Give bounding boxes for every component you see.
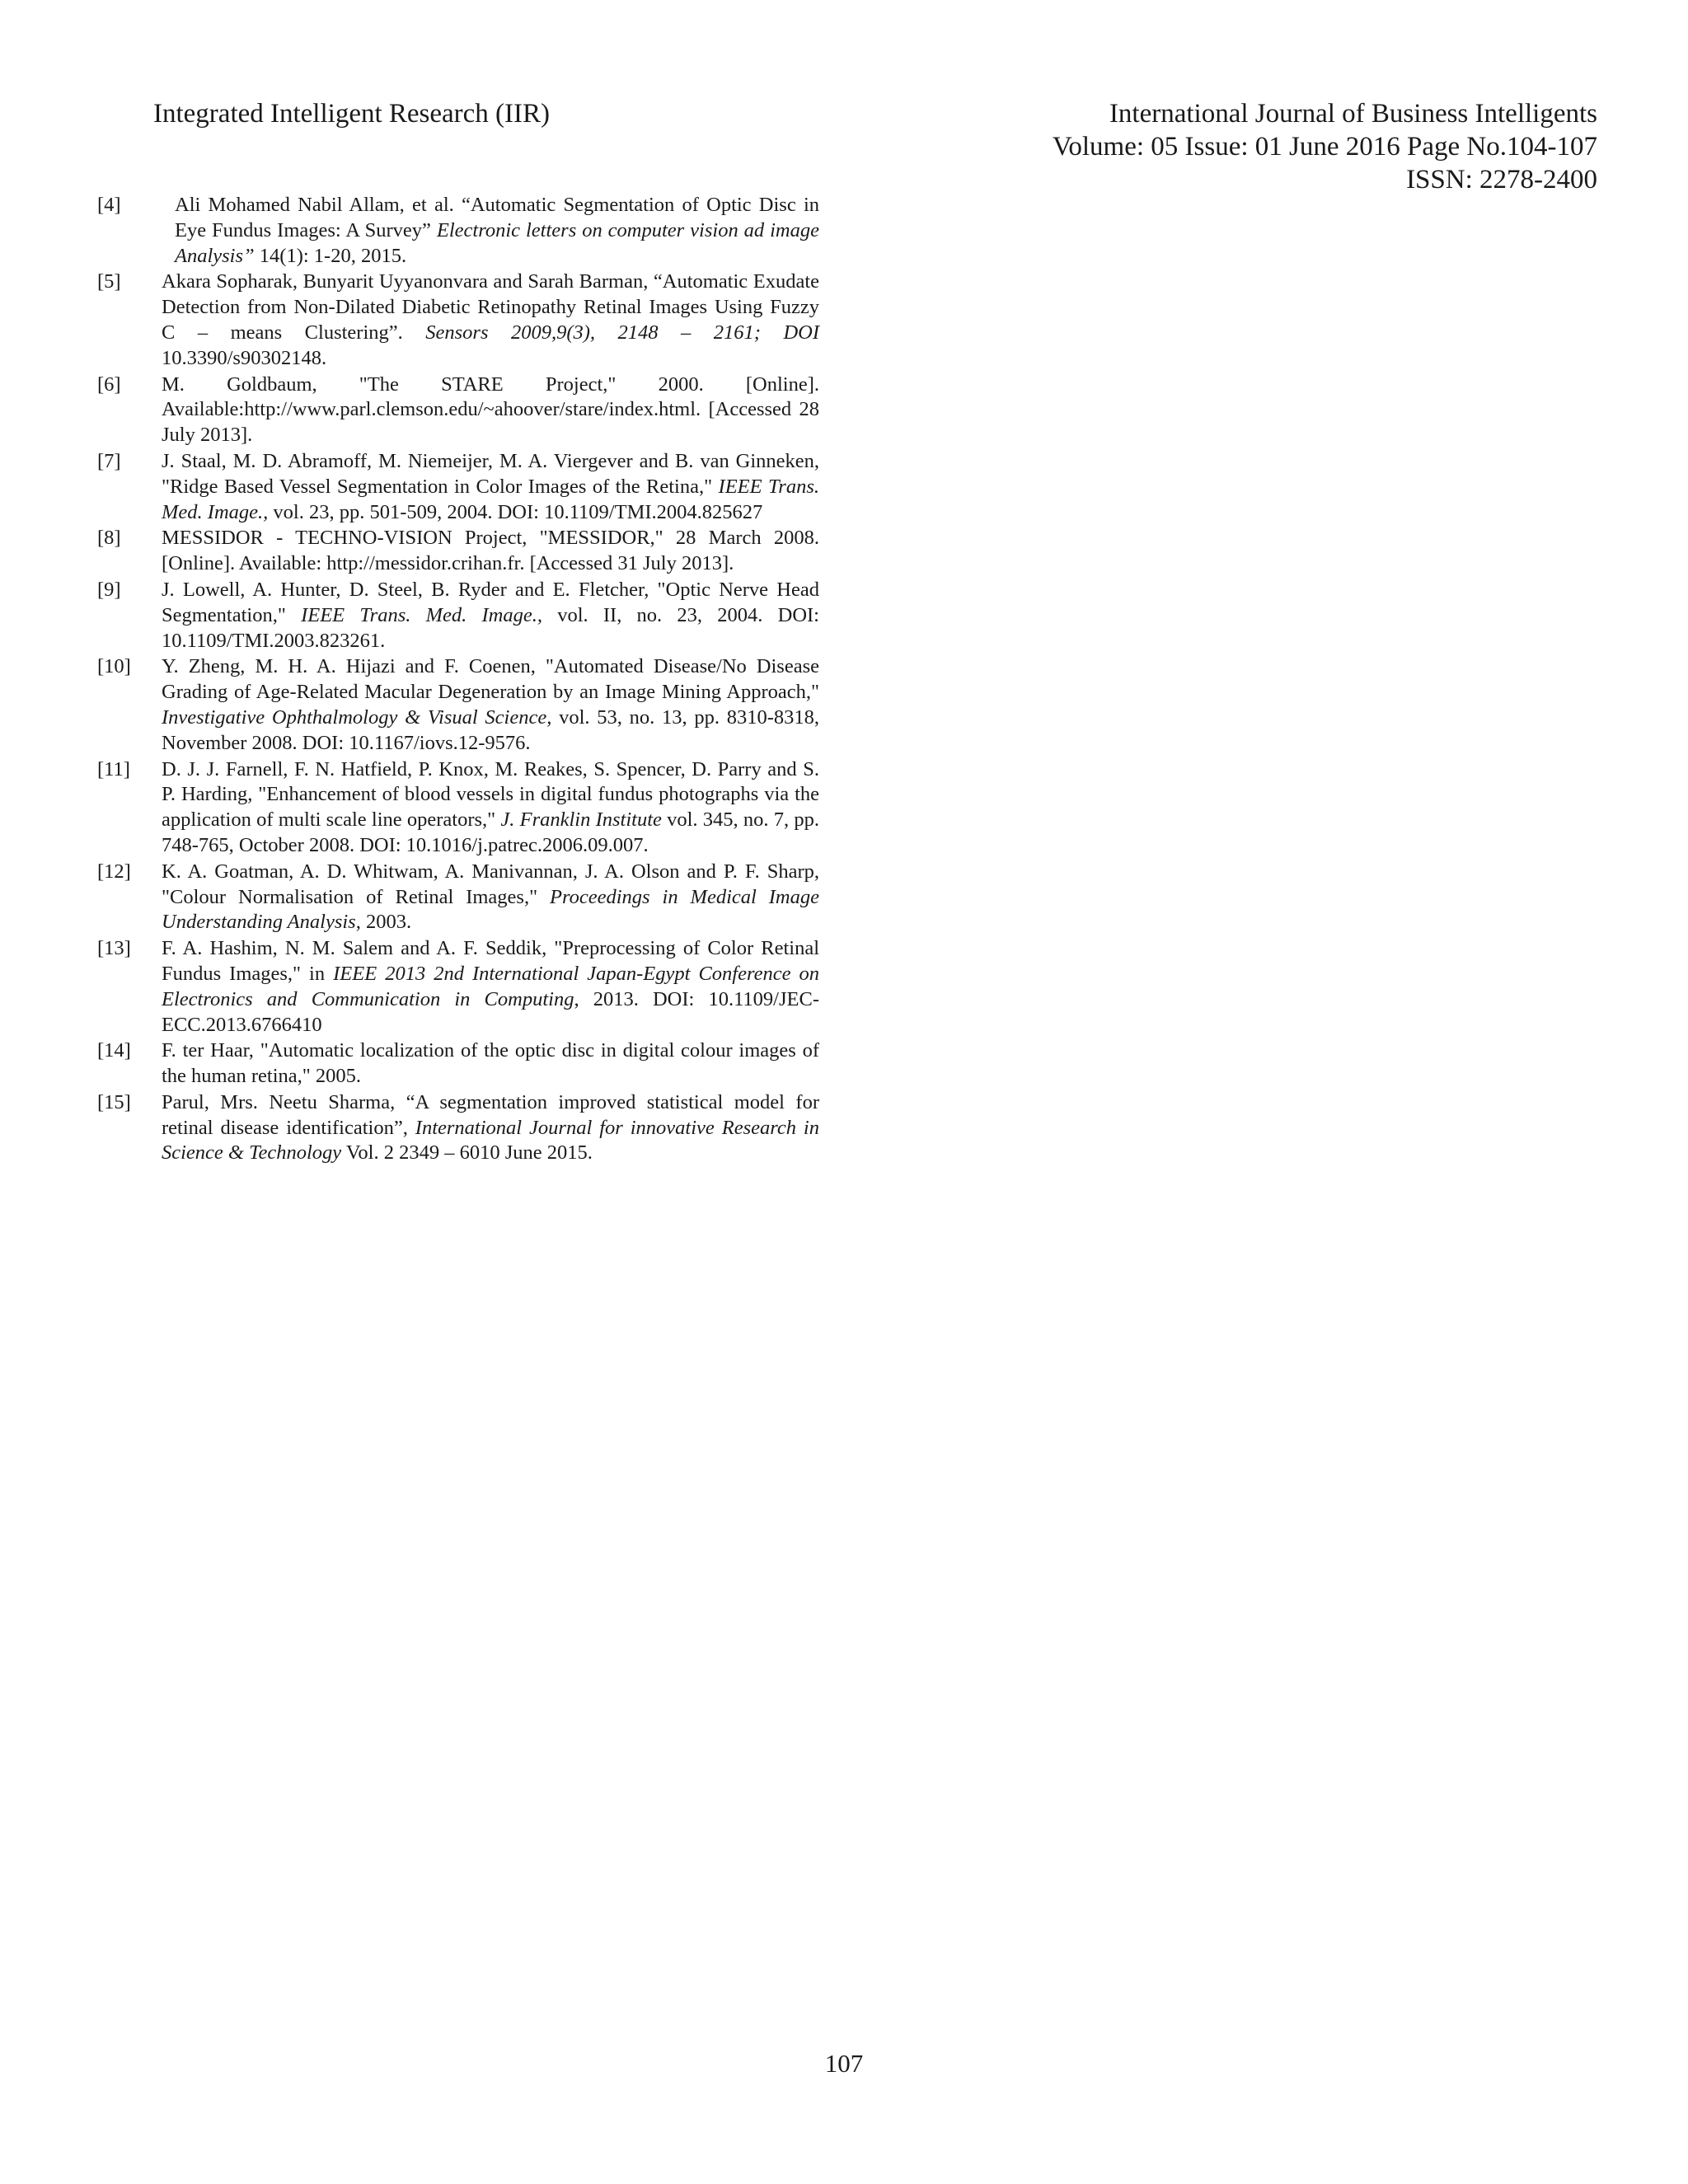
reference-text <box>162 193 819 269</box>
reference-text <box>162 449 819 525</box>
reference-number: [9] <box>97 578 121 601</box>
reference-text <box>162 269 819 371</box>
reference-segment: F. ter Haar, "Automatic localization of the optic disc in digital colour images of the human retina," 2005. <box>162 1039 819 1088</box>
reference-segment: vol. 23, pp. 501-509, 2004. DOI: 10.1109/TMI.2004.825627 <box>268 500 763 523</box>
reference-number: [12] <box>97 860 131 883</box>
volume-issue-pages: Volume: 05 Issue: 01 June 2016 Page No.104-107 <box>1052 132 1597 162</box>
reference-source-italic: Electronic letters on computer vision ad image Analysis” <box>175 218 819 267</box>
reference-segment: 2003. <box>360 911 412 934</box>
reference-segment: vol. 53, no. 13, pp. 8310-8318, November 2008. DOI: 10.1167/iovs.12-9576. <box>162 705 819 754</box>
reference-source-italic: IEEE Trans. Med. Image., <box>162 475 819 523</box>
reference-number: [14] <box>97 1039 131 1062</box>
reference-source-italic: International Journal for innovative Research in Science & Technology <box>162 1116 819 1165</box>
running-header-right <box>856 97 1597 196</box>
reference-item <box>97 449 819 525</box>
reference-source-italic: Sensors 2009,9(3), 2148 – 2161; DOI <box>425 321 820 344</box>
reference-item <box>97 654 819 756</box>
reference-item <box>97 936 819 1038</box>
reference-number: [11] <box>97 757 130 780</box>
reference-item <box>97 526 819 577</box>
reference-segment: J. Lowell, A. Hunter, D. Steel, B. Ryder and E. Fletcher, "Optic Nerve Head Segmentation," <box>162 578 819 626</box>
reference-item <box>97 193 819 269</box>
reference-item <box>97 269 819 371</box>
reference-text <box>162 860 819 935</box>
reference-segment: 10.3390/s90302148. <box>162 346 327 369</box>
reference-segment: Vol. 2 2349 – 6010 June 2015. <box>341 1141 593 1165</box>
reference-segment: K. A. Goatman, A. D. Whitwam, A. Manivannan, J. A. Olson and P. F. Sharp, "Colour Normalisation of Retinal Images," <box>162 860 819 908</box>
reference-item <box>97 578 819 654</box>
reference-segment: MESSIDOR - TECHNO-VISION Project, "MESSIDOR," 28 March 2008. [Online]. Available: http://messidor.crihan.fr. [Accessed 31 July 2013]. <box>162 527 819 575</box>
reference-item <box>97 373 819 448</box>
reference-number: [6] <box>97 373 121 396</box>
reference-number: [7] <box>97 449 121 472</box>
reference-segment: Parul, Mrs. Neetu Sharma, “A segmentation improved statistical model for retinal disease identification”, <box>162 1090 819 1139</box>
running-header-left: Integrated Intelligent Research (IIR) <box>153 99 551 129</box>
reference-segment: Ali Mohamed Nabil Allam, et al. “Automatic Segmentation of Optic Disc in Eye Fundus Images: A Survey” <box>175 194 819 241</box>
reference-segment: F. A. Hashim, N. M. Salem and A. F. Seddik, "Preprocessing of Color Retinal Fundus Images," in <box>162 937 819 985</box>
reference-number: [15] <box>97 1090 131 1113</box>
reference-source-italic: IEEE Trans. Med. Image., <box>301 603 542 626</box>
reference-text <box>162 526 819 577</box>
reference-source-italic: IEEE 2013 2nd International Japan-Egypt Conference on Electronics and Communication in Computing <box>162 962 819 1010</box>
reference-item <box>97 1038 819 1090</box>
reference-number: [10] <box>97 655 131 678</box>
reference-text <box>162 757 819 859</box>
reference-segment: D. J. J. Farnell, F. N. Hatfield, P. Knox, M. Reakes, S. Spencer, D. Parry and S. P. Harding, "Enhancement of blood vessels in digital fundus photographs via the application of multi scale line operators," <box>162 757 819 832</box>
reference-number: [8] <box>97 527 121 550</box>
reference-segment: J. Staal, M. D. Abramoff, M. Niemeijer, M. A. Viergever and B. van Ginneken, "Ridge Based Vessel Segmentation in Color Images of the Retina," <box>162 449 819 498</box>
reference-list <box>97 193 819 1167</box>
journal-name: International Journal of Business Intelligents <box>1109 99 1597 129</box>
reference-item <box>97 757 819 859</box>
reference-segment: Akara Sopharak, Bunyarit Uyyanonvara and Sarah Barman, “Automatic Exudate Detection from Non-Dilated Diabetic Retinopathy Retinal Images Using Fuzzy C – means Clustering”. <box>162 270 819 344</box>
reference-item <box>97 860 819 935</box>
reference-source-italic: J. Franklin Institute <box>500 808 662 832</box>
reference-number: [4] <box>97 194 121 216</box>
reference-source-italic: Proceedings in Medical Image Understanding Analysis, <box>162 885 819 934</box>
reference-segment: vol. II, no. 23, 2004. DOI: 10.1109/TMI.2003.823261. <box>162 603 819 652</box>
reference-text <box>162 373 819 448</box>
reference-text <box>162 1090 819 1166</box>
reference-text <box>162 654 819 756</box>
reference-segment: M. Goldbaum, "The STARE Project," 2000. [Online]. Available:http://www.parl.clemson.edu/~ahoover/stare/index.html. [Accessed 28 July 2013]. <box>162 373 819 447</box>
reference-source-italic: Investigative Ophthalmology & Visual Science, <box>162 705 552 729</box>
reference-number: [5] <box>97 270 121 293</box>
reference-text <box>162 1038 819 1090</box>
reference-segment: 14(1): 1-20, 2015. <box>254 244 407 267</box>
issn: ISSN: 2278-2400 <box>1406 165 1597 194</box>
reference-number: [13] <box>97 937 131 960</box>
reference-item <box>97 1090 819 1166</box>
page-number: 107 <box>824 2049 864 2078</box>
reference-text <box>162 936 819 1038</box>
reference-segment: vol. 345, no. 7, pp. 748-765, October 2008. DOI: 10.1016/j.patrec.2006.09.007. <box>162 808 819 856</box>
reference-segment: Y. Zheng, M. H. A. Hijazi and F. Coenen, "Automated Disease/No Disease Grading of Age-Related Macular Degeneration by an Image Mining Approach," <box>162 655 819 704</box>
reference-text <box>162 578 819 654</box>
reference-segment: , 2013. DOI: 10.1109/JEC-ECC.2013.6766410 <box>162 987 819 1036</box>
